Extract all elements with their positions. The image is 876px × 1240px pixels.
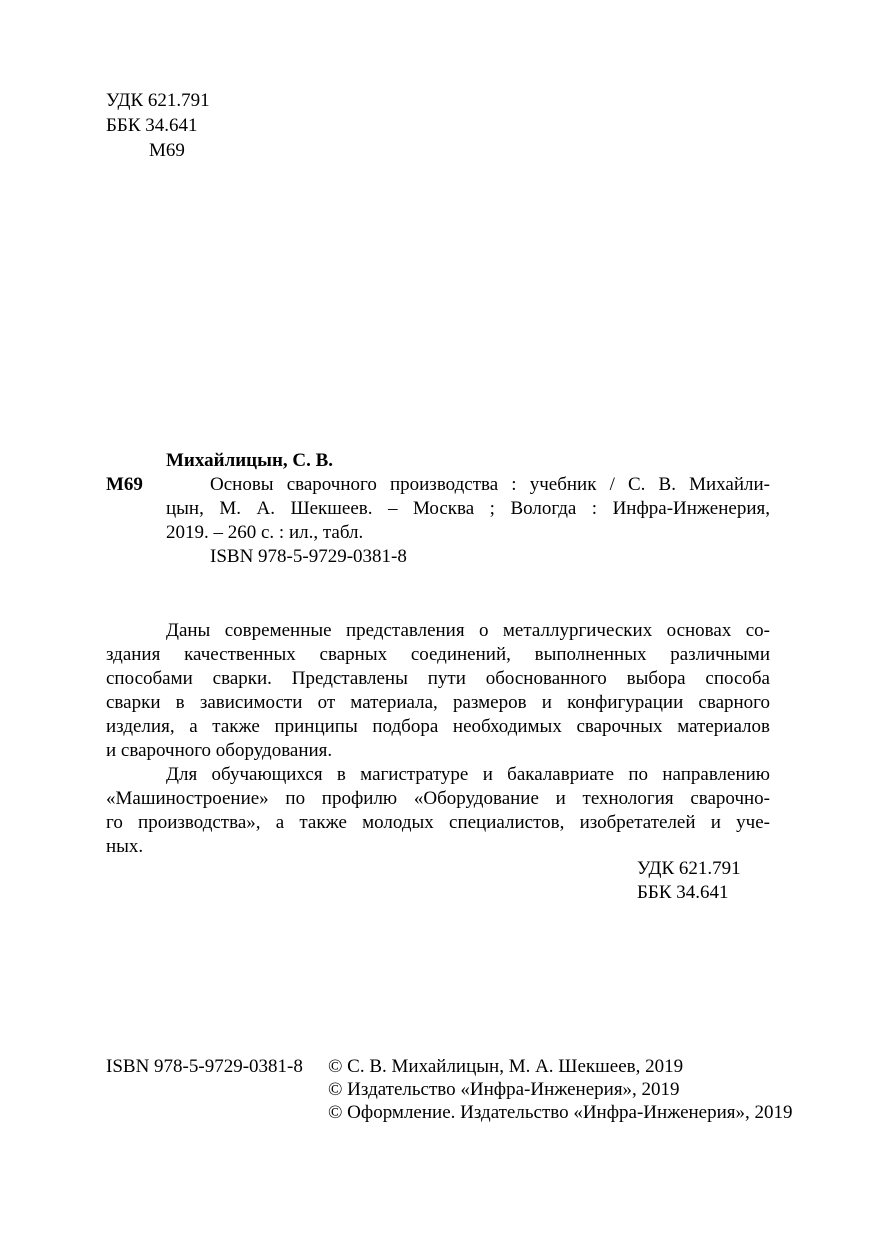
author-mark: М69 bbox=[106, 474, 143, 495]
annotation-udk: УДК 621.791 bbox=[637, 858, 741, 879]
footer-isbn: ISBN 978-5-9729-0381-8 bbox=[106, 1056, 303, 1077]
annotation-p1-line-1: Даны современные представления о металлургических основах со- bbox=[166, 620, 770, 641]
annotation-p1-line-4: сварки в зависимости от материала, размеров и конфигурации сварного bbox=[106, 692, 770, 713]
annotation-p1-line-3: способами сварки. Представлены пути обоснованного выбора способа bbox=[106, 668, 770, 689]
description-line-1: Основы сварочного производства : учебник / С. В. Михайли- bbox=[210, 474, 770, 495]
copyright-design: © Оформление. Издательство «Инфра-Инженерия», 2019 bbox=[328, 1102, 793, 1123]
header-author-mark: М69 bbox=[149, 140, 185, 161]
annotation-p1-line-5: изделия, а также принципы подбора необходимых сварочных материалов bbox=[106, 716, 770, 737]
author-heading: Михайлицын, С. В. bbox=[166, 450, 334, 471]
annotation-p2-line-1: Для обучающихся в магистратуре и бакалавриате по направлению bbox=[166, 764, 770, 785]
annotation-p2-line-2: «Машиностроение» по профилю «Оборудование и технология сварочно- bbox=[106, 788, 770, 809]
annotation-p1-line-2: здания качественных сварных соединений, выполненных различными bbox=[106, 644, 770, 665]
annotation-bbk: ББК 34.641 bbox=[637, 882, 729, 903]
copyright-authors: © С. В. Михайлицын, М. А. Шекшеев, 2019 bbox=[328, 1056, 684, 1077]
annotation-p1-line-6: и сварочного оборудования. bbox=[106, 740, 333, 761]
annotation-p2-line-3: го производства», а также молодых специалистов, изобретателей и уче- bbox=[106, 812, 770, 833]
header-udk: УДК 621.791 bbox=[106, 90, 210, 111]
annotation-p2-line-4: ных. bbox=[106, 836, 144, 857]
description-line-3: 2019. – 260 с. : ил., табл. bbox=[166, 522, 364, 543]
description-line-2: цын, М. А. Шекшеев. – Москва ; Вологда : Инфра-Инженерия, bbox=[166, 498, 770, 519]
header-bbk: ББК 34.641 bbox=[106, 115, 198, 136]
catalog-isbn: ISBN 978-5-9729-0381-8 bbox=[210, 546, 407, 567]
copyright-publisher: © Издательство «Инфра-Инженерия», 2019 bbox=[328, 1079, 680, 1100]
